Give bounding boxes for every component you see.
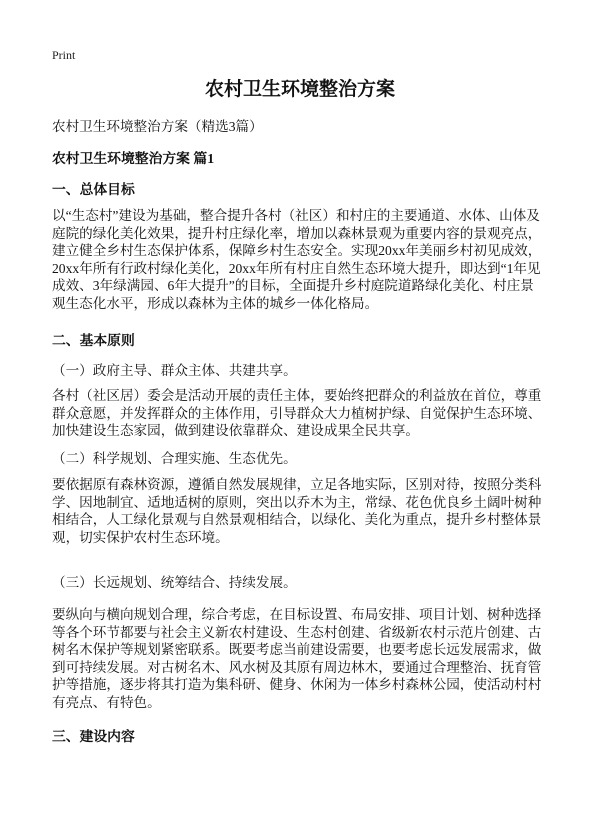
text-line: 护等措施，逐步将其打造为集科研、健身、休闲为一体乡村森林公园，使活动村村 (52, 677, 542, 693)
subheading-3: （三）长远规划、统筹结合、持续发展。 (52, 575, 297, 590)
text-line: 加快建设生态家园，做到建设依靠群众、建设成果全民共享。 (52, 423, 420, 439)
text-line: 成效、3年绿满园、6年大提升”的目标，全面提升乡村庭院道路绿化美化、村庄景 (52, 278, 534, 294)
text-line: 观，切实保护农村生态环境。 (52, 529, 229, 545)
print-label[interactable]: Print (52, 48, 76, 62)
subheading-1: （一）政府主导、群众主体、共建共享。 (52, 363, 297, 378)
text-line: 等各个环节都要与社会主义新农村建设、生态村创建、省级新农村示范片创建、古 (52, 624, 542, 640)
subtitle: 农村卫生环境整治方案（精选3篇） (52, 119, 263, 134)
text-line: 相结合，人工绿化景观与自然景观相结合，以绿化、美化为重点，提升乡村整体景 (52, 512, 542, 528)
text-line: 建立健全乡村生态保护体系，保障乡村生态安全。实现20xx年美丽乡村初见成效， (52, 243, 542, 259)
section-heading-goals: 一、总体目标 (52, 182, 135, 197)
text-line: 观生态化水平，形成以森林为主体的城乡一体化格局。 (52, 295, 379, 311)
text-line: 要纵向与横向规划合理，综合考虑，在目标设置、布局安排、项目计划、树种选择 (52, 607, 542, 622)
section-heading-principles: 二、基本原则 (52, 333, 135, 348)
section-heading-construction: 三、建设内容 (52, 729, 135, 744)
paragraph-principle-1 (52, 387, 541, 440)
text-line: 学、因地制宜、适地适树的原则，突出以乔木为主，常绿、花色优良乡土阔叶树种 (52, 494, 542, 510)
text-line: 20xx年所有行政村绿化美化，20xx年所有村庄自然生态环境大提升，即达到“1年见 (52, 260, 541, 276)
text-line: 各村（社区居）委会是活动开展的责任主体，要始终把群众的利益放在首位，尊重 (52, 388, 542, 403)
text-line: 到可持续发展。对古树名木、风水树及其原有周边林木，要通过合理整治、抚育管 (52, 659, 542, 675)
paragraph-principle-2 (52, 476, 541, 546)
subheading-2: （二）科学规划、合理实施、生态优先。 (52, 451, 297, 466)
paragraph-principle-3 (52, 606, 541, 712)
text-line: 要依据原有森林资源，遵循自然发展规律，立足各地实际，区别对待，按照分类科 (52, 477, 542, 492)
text-line: 有亮点、有特色。 (52, 694, 161, 710)
article-heading: 农村卫生环境整治方案 篇1 (52, 151, 215, 166)
text-line: 群众意愿，并发挥群众的主体作用，引导群众大力植树护绿、自觉保护生态环境、 (52, 405, 542, 421)
document-title: 农村卫生环境整治方案 (204, 79, 395, 100)
paragraph-goals (52, 207, 541, 313)
text-line: 树名木保护等规划紧密联系。既要考虑当前建设需要，也要考虑长远发展需求，做 (52, 642, 542, 658)
text-line: 庭院的绿化美化效果，提升村庄绿化率，增加以森林景观为重要内容的景观亮点， (52, 225, 542, 241)
text-line: 以“生态村”建设为基础，整合提升各村（社区）和村庄的主要通道、水体、山体及 (52, 208, 540, 223)
